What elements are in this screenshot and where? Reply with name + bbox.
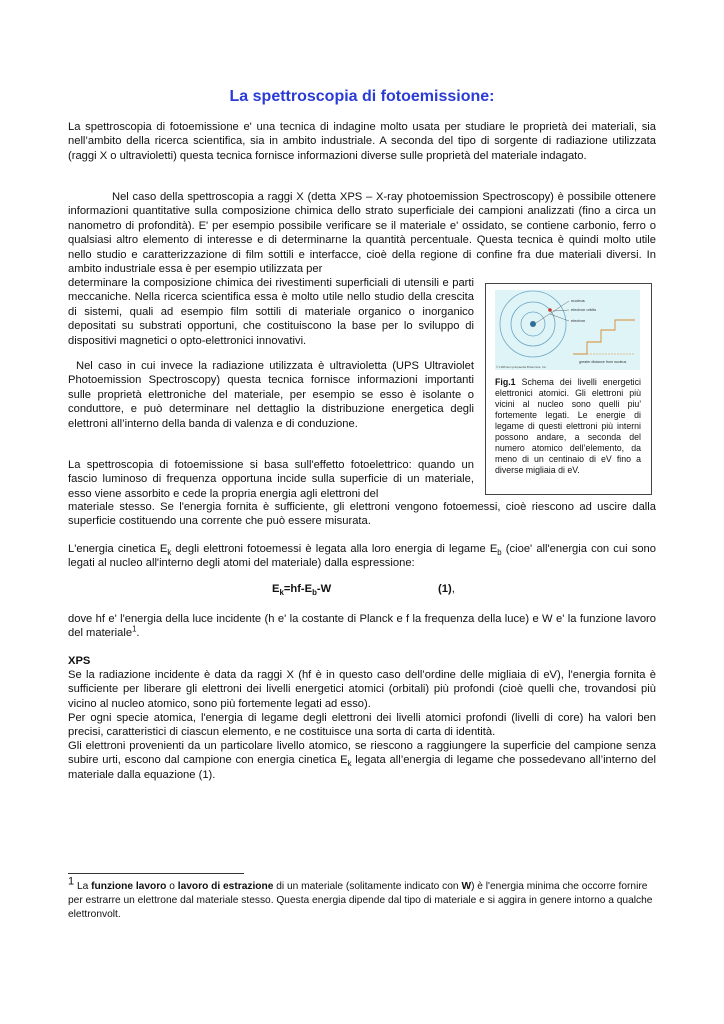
formula-number: (1), (438, 583, 455, 595)
intro-paragraph: La spettroscopia di fotoemissione e' una tecnica di indagine molto usata per studiare le proprietà dei materiali, sia nell’ambito della ricerca scientifica, sia in ambito industriale. A seconda del tipo di sorgente di radiazione utilizzata (raggi X o ultravioletti) questa tecnica fornisce informazioni diverse sulle proprietà del materiale indagato. (68, 121, 656, 162)
label-orbits: electron orbits (571, 307, 597, 312)
xps-body: Se la radiazione incidente è data da raggi X (hf è in questo caso dell’ordine delle migliaia di eV), l'energia fornita è sufficiente per liberare gli elettroni dei livelli energetici atomici (orbitali) più profondi (cioè quelli che, trovandosi più vicino al nucleo atomico, sono più fortemente legati ad esso). (68, 669, 656, 710)
label-binding: greater distance from nucleus (579, 360, 627, 364)
label-electron: electron (571, 318, 586, 323)
nucleus-dot (530, 321, 536, 327)
kinetic-energy-paragraph: L'energia cinetica $E_k$ degli elettroni fotoemessi è legata alla loro energia di legame $E_b$ (cioe' all'energia con cui sono legati al nucleo all'interno degli atomi del materiale) dalla espressione: (68, 543, 656, 570)
footnote-reference[interactable]: 1 (132, 624, 137, 634)
xps-heading: XPS (68, 655, 91, 667)
figure-box (485, 283, 652, 495)
photoeffect-paragraph: La spettroscopia di fotoemissione si basa sull'effetto fotoelettrico: quando un fascio luminoso di frequenza opportuna incide sulla superficie di un materiale, esso viene assorbito e cede la propria energia agli elettroni del (68, 459, 474, 500)
footnote-divider (68, 873, 244, 874)
xps-body-electrons: Gli elettroni provenienti da un particolare livello atomico, se riescono a raggiungere la superficie del campione senza subire urti, escono dal campione con energia cinetica $E_k$ legata all’energia di legame che possedevano all’interno del materiale dalla equazione (1). (68, 740, 656, 781)
page-title: La spettroscopia di fotoemissione: (229, 88, 495, 105)
energy-steps (573, 320, 635, 354)
xps-intro-paragraph: Nel caso della spettroscopia a raggi X (detta XPS – X-ray photoemission Spectroscopy) è possibile ottenere informazioni quantitative sulla composizione chimica dello strato superficiale dei campioni analizzati (fino a circa un nanometro di profondità). E' per esempio possibile verificare se il materiale e' ossidato, se contiene carbonio, ferro o qualsiasi altro elemento di interesse e di determinarne la quantità percentuale. Questa tecnica è quindi molto utile nello studio e caratterizzazione di film sottili e interfacce, cioè della regione di confine fra due materiali diversi. In ambito industriale essa è per esempio utilizzata per (68, 191, 656, 276)
formula-explanation: dove hf e' l'energia della luce incidente (h e' la costante di Planck e f la frequenza della luce) e W e' la funzione lavoro del materiale$^1$. (68, 613, 656, 640)
electron-dot (548, 308, 552, 312)
xps-intro-paragraph-continued: determinare la composizione chimica dei rivestimenti superficiali di utensili e parti meccaniche. Nella ricerca scientifica essa è molto utile nello studio della crescita di sistemi, quali ad esempio film sottili di materiale organico o inorganico depositati su substrati opportuni, che costituiscono la base per lo sviluppo di dispositivi magnetici o opto-elettronici innovativi. (68, 277, 474, 347)
atomic-levels-figure (495, 290, 640, 370)
photoeffect-paragraph-continued: materiale stesso. Se l'energia fornita è sufficiente, gli elettroni vengono fotoemessi, cioè riescono ad uscire dalla superficie costituendo una corrente che può essere misurata. (68, 501, 656, 528)
photoemission-formula: $E_k=hf-E_b-W$ (272, 583, 332, 598)
figure-credit: © 1996 Encyclopaedia Britannica, Inc. (496, 365, 547, 369)
label-nucleus: nucleus (571, 298, 585, 303)
ups-paragraph: Nel caso in cui invece la radiazione utilizzata è ultravioletta (UPS Ultraviolet Photoemission Spectroscopy) questa tecnica fornisce informazioni importanti sulle proprietà elettroniche del materiale, per esempio se esso è isolante o conduttore, e può determinare nel dettaglio la distribuzione energetica degli elettroni all’interno della banda di valenza e di conduzione. (68, 360, 474, 430)
xps-body-core-levels: Per ogni specie atomica, l'energia di legame degli elettroni dei livelli atomici profondi (livelli di core) ha valori ben precisi, caratteristici di ciascun elemento, e ne costituisce una sorta di carta di identità. (68, 712, 656, 739)
figure-caption: Fig.1 Schema dei livelli energetici elettronici atomici. Gli elettroni più vicini al nucleo sono quelli piu' fortemente legati. Le energie di legame di questi elettroni più interni possono andare, a seconda del numero atomico dell’elemento, da meno di un centinaio di eV fino a diverse migliaia di eV. (495, 377, 641, 475)
atomic-orbits-diagram (495, 290, 640, 370)
footnote: $^1$ La funzione lavoro o lavoro di estrazione di un materiale (solitamente indicato con W) è l'energia minima che occorre fornire per estrarre un elettrone dal materiale stesso. Questa energia dipende dal tipo di materiale e si aggira in genere intorno a qualche elettronvolt. (68, 875, 653, 920)
